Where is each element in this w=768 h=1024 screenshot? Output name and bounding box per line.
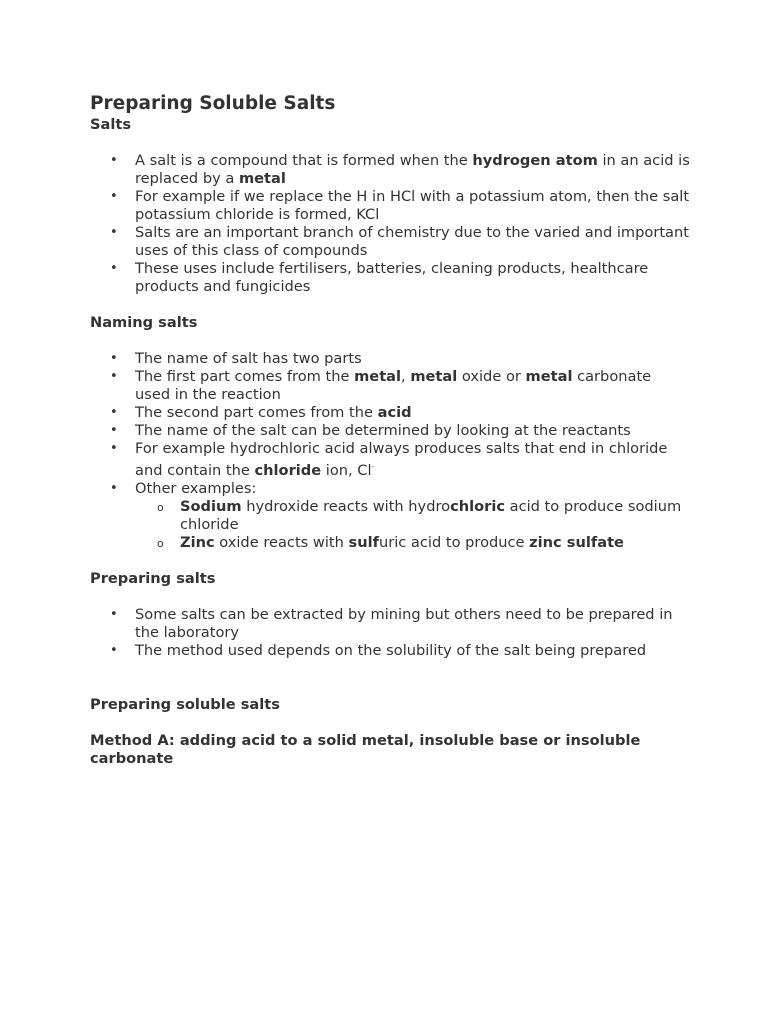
sub-list-item: o Sodium hydroxide reacts with hydrochloric acid to produce sodium chloride: [157, 498, 682, 533]
bullet-icon: •: [110, 351, 118, 366]
list-item: • For example if we replace the H in HCl with a potassium atom, then the salt potassium chloride is formed, KCl: [110, 188, 690, 223]
naming-list: [90, 350, 690, 552]
list-item: • These uses include fertilisers, batteries, cleaning products, healthcare products and fungicides: [110, 260, 649, 295]
bullet-icon: •: [110, 261, 118, 276]
list-item: • The name of the salt can be determined by looking at the reactants: [110, 422, 631, 439]
bullet-icon: •: [110, 153, 118, 168]
salts-list: [90, 152, 690, 296]
document-page: [90, 92, 690, 786]
list-item: • The second part comes from the acid: [110, 404, 412, 421]
page-title: Preparing Soluble Salts: [90, 93, 336, 114]
bullet-icon: •: [110, 481, 118, 496]
salts-subtitle: Salts: [90, 116, 132, 133]
sub-list-item: o Zinc oxide reacts with sulfuric acid to produce zinc sulfate: [157, 534, 624, 551]
list-item: • The method used depends on the solubility of the salt being prepared: [110, 642, 647, 659]
sub-bullet-icon: o: [157, 501, 164, 514]
list-item: • Salts are an important branch of chemistry due to the varied and important uses of this class of compounds: [110, 224, 689, 259]
bullet-icon: •: [110, 225, 118, 240]
preparing-soluble-salts-heading: Preparing soluble salts: [90, 696, 280, 713]
list-item: • A salt is a compound that is formed when the hydrogen atom in an acid is replaced by a metal: [110, 152, 690, 187]
list-item: • The name of salt has two parts: [110, 350, 362, 367]
bullet-icon: •: [110, 189, 118, 204]
list-item: • The first part comes from the metal, metal oxide or metal carbonate used in the reaction: [110, 368, 652, 403]
method-a-heading: Method A: adding acid to a solid metal, insoluble base or insoluble carbonate: [90, 732, 641, 767]
bullet-icon: •: [110, 441, 118, 456]
spacer: [90, 678, 690, 696]
preparing-list: [90, 606, 690, 660]
naming-salts-heading: Naming salts: [90, 314, 198, 331]
bullet-icon: •: [110, 369, 118, 384]
list-item: • For example hydrochloric acid always produces salts that end in chloride and contain the chloride ion, Cl-: [110, 440, 668, 479]
list-item: • Other examples: o Sodium hydroxide reacts with hydrochloric acid to produce sodium chloride o Zinc oxide reacts with sulfuric acid to produce zinc sulfate: [90, 480, 690, 552]
examples-sublist: [135, 498, 690, 552]
bullet-icon: •: [110, 423, 118, 438]
bullet-icon: •: [110, 643, 118, 658]
sub-bullet-icon: o: [157, 537, 164, 550]
list-item: • Some salts can be extracted by mining but others need to be prepared in the laboratory: [110, 606, 673, 641]
bullet-icon: •: [110, 405, 118, 420]
preparing-salts-heading: Preparing salts: [90, 570, 216, 587]
bullet-icon: •: [110, 607, 118, 622]
